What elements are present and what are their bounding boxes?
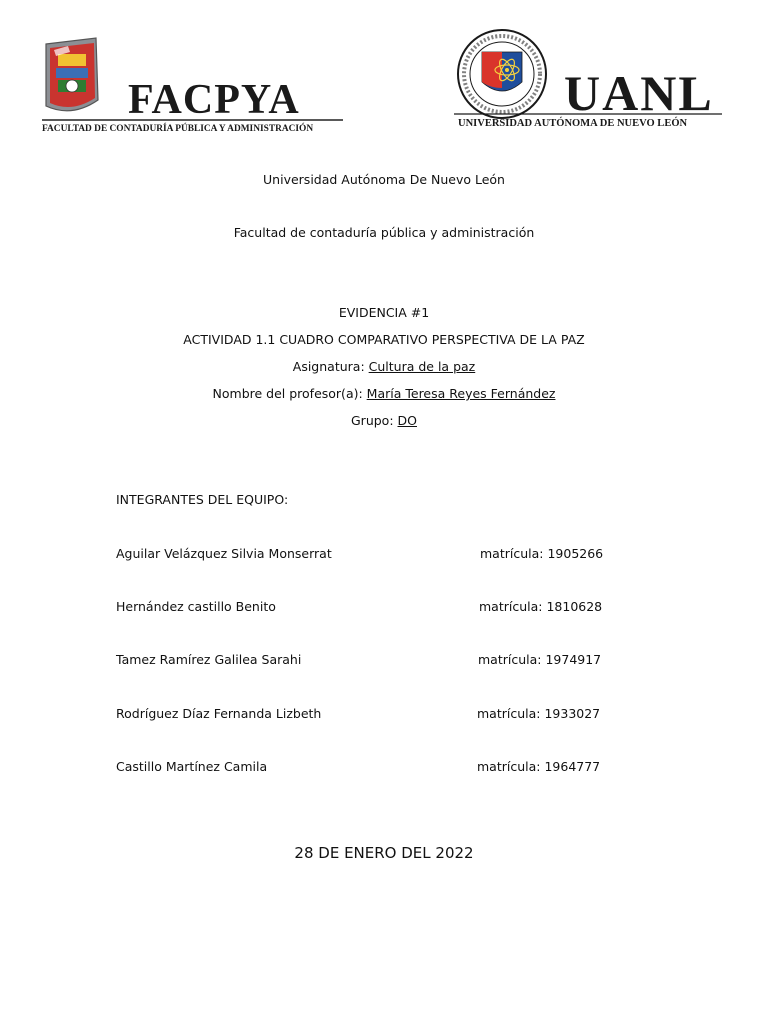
member-name: Hernández castillo Benito [116, 599, 276, 614]
university-name: Universidad Autónoma De Nuevo León [263, 172, 505, 187]
group-line [0, 413, 768, 428]
subject-line [0, 359, 768, 374]
member-matricula: matrícula: 1905266 [480, 546, 604, 561]
member-name: Castillo Martínez Camila [116, 759, 268, 774]
member-name: Rodríguez Díaz Fernanda Lizbeth [116, 706, 322, 721]
faculty-name: Facultad de contaduría pública y administración [233, 225, 535, 240]
member-name: Tamez Ramírez Galilea Sarahi [116, 652, 302, 667]
document-date: 28 DE ENERO DEL 2022 [294, 844, 474, 862]
activity-title: ACTIVIDAD 1.1 CUADRO COMPARATIVO PERSPECTIVA DE LA PAZ [183, 332, 585, 347]
subject-value: Cultura de la paz [368, 359, 476, 374]
teacher-value: María Teresa Reyes Fernández [366, 386, 556, 401]
uanl-logo [452, 28, 724, 136]
uanl-wordmark: UANL [564, 65, 714, 121]
teacher-line [0, 386, 768, 401]
team-heading: INTEGRANTES DEL EQUIPO: [116, 492, 289, 507]
member-name: Aguilar Velázquez Silvia Monserrat [116, 546, 332, 561]
facpya-wordmark: FACPYA [128, 77, 300, 123]
member-matricula: matrícula: 1933027 [477, 706, 601, 721]
uanl-subtitle: UNIVERSIDAD AUTÓNOMA DE NUEVO LEÓN [458, 118, 688, 129]
group-label: Grupo: [351, 413, 398, 428]
group-value: DO [397, 413, 417, 428]
teacher-label: Nombre del profesor(a): [212, 386, 367, 401]
member-matricula: matrícula: 1974917 [478, 652, 602, 667]
facpya-subtitle: FACULTAD DE CONTADURÍA PÚBLICA Y ADMINISTRACIÓN [42, 124, 314, 134]
member-matricula: matrícula: 1810628 [479, 599, 603, 614]
facpya-logo [40, 34, 345, 146]
evidence-title: EVIDENCIA #1 [338, 305, 430, 320]
member-matricula: matrícula: 1964777 [477, 759, 601, 774]
subject-label: Asignatura: [292, 359, 369, 374]
